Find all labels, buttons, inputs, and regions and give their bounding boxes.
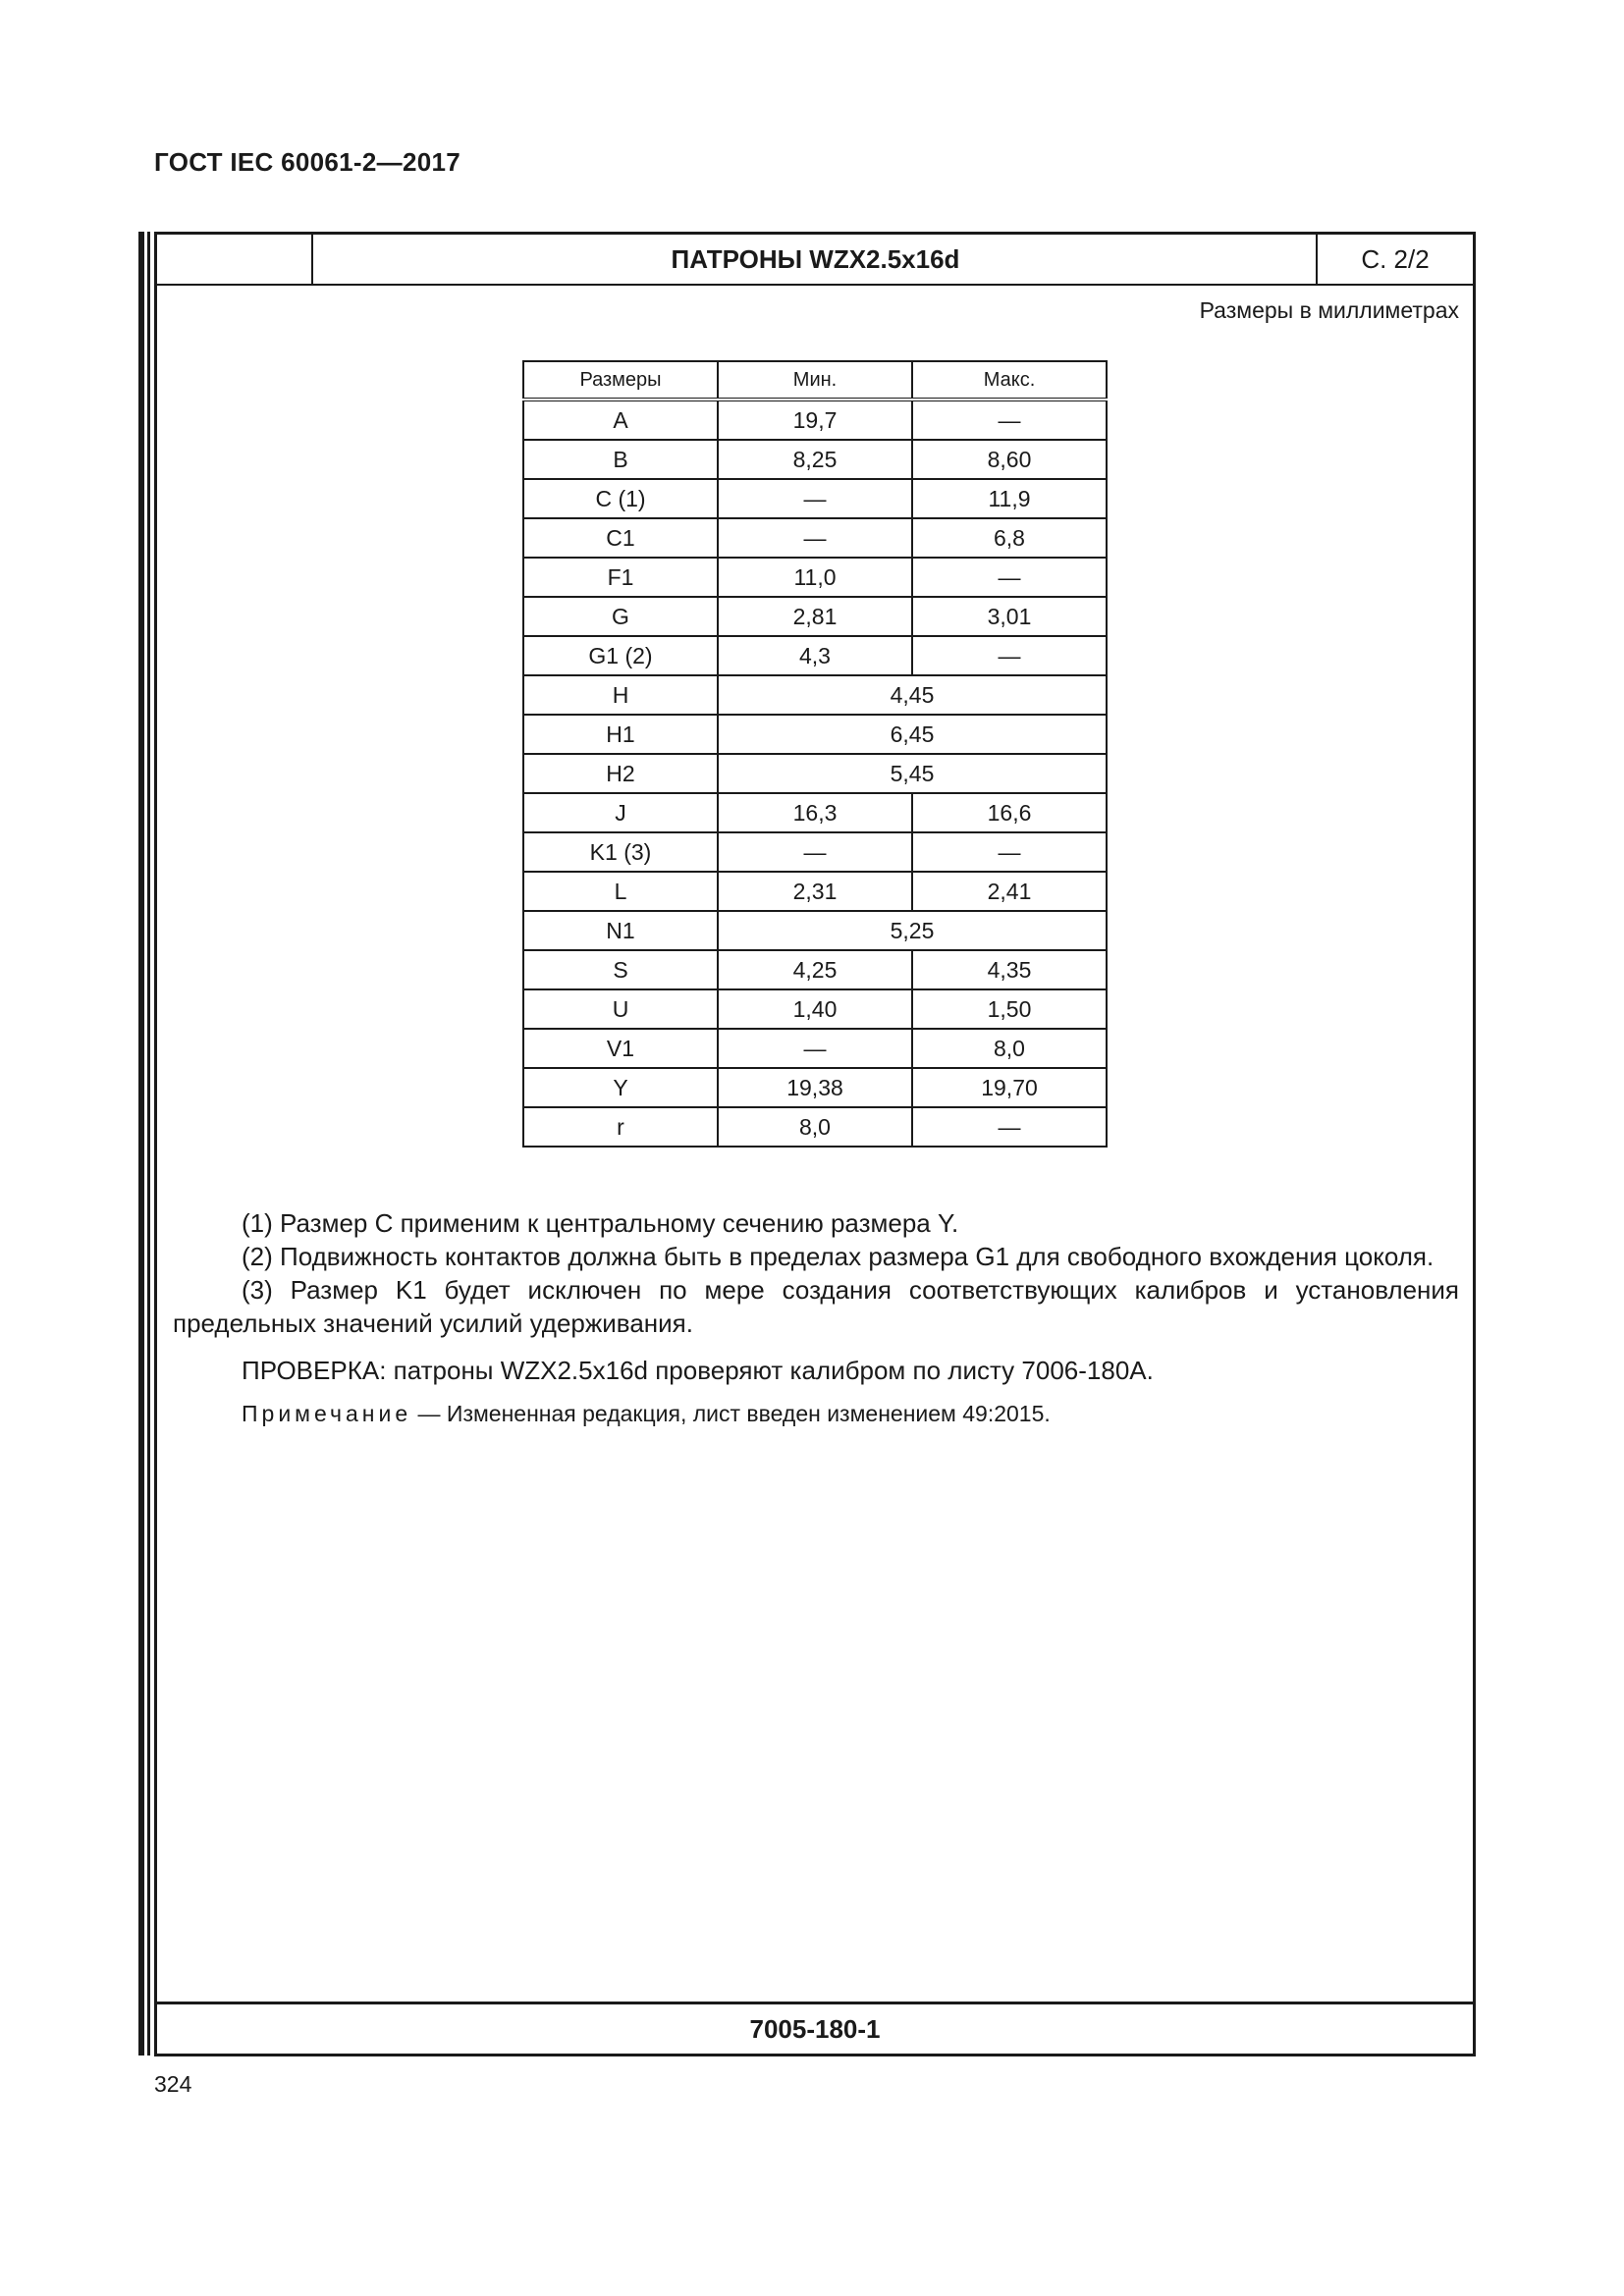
dimension-cell: H1: [523, 715, 718, 754]
dimension-cell: r: [523, 1107, 718, 1147]
table-row: [523, 1068, 1107, 1107]
min-value-cell: —: [718, 1029, 912, 1068]
nominal-value-cell: 4,45: [718, 675, 1107, 715]
notes-section: [173, 1206, 1459, 1430]
title-center-cell: [313, 235, 1472, 284]
max-value-cell: 11,9: [912, 479, 1107, 518]
nominal-value-cell: 5,25: [718, 911, 1107, 950]
remark: [173, 1397, 1459, 1430]
min-value-cell: 8,0: [718, 1107, 912, 1147]
min-value-cell: 19,38: [718, 1068, 912, 1107]
remark-label: Примечание: [242, 1401, 412, 1426]
min-value-cell: 4,25: [718, 950, 912, 989]
frame-bar-inner: [147, 232, 150, 2056]
min-value-cell: —: [718, 518, 912, 558]
min-value-cell: 16,3: [718, 793, 912, 832]
table-row: [523, 479, 1107, 518]
sheet-title: ПАТРОНЫ WZX2.5x16d: [671, 244, 960, 274]
max-value-cell: —: [912, 636, 1107, 675]
table-row: [523, 597, 1107, 636]
dimension-cell: L: [523, 872, 718, 911]
min-value-cell: 1,40: [718, 989, 912, 1029]
dimension-cell: U: [523, 989, 718, 1029]
sheet-frame: [154, 232, 1476, 2056]
max-value-cell: 3,01: [912, 597, 1107, 636]
nominal-value-cell: 5,45: [718, 754, 1107, 793]
dimension-cell: Y: [523, 1068, 718, 1107]
table-row: [523, 715, 1107, 754]
sheet-code: 7005-180-1: [749, 2014, 881, 2044]
min-value-cell: 4,3: [718, 636, 912, 675]
header-max: Макс.: [912, 361, 1107, 400]
note-3: (3) Размер K1 будет исключен по мере создания соответствующих калибров и установления предельных значений усилий удерживания.: [173, 1275, 1459, 1338]
table-header-row: [523, 361, 1107, 400]
dimension-cell: F1: [523, 558, 718, 597]
dimension-cell: H: [523, 675, 718, 715]
dimension-cell: C (1): [523, 479, 718, 518]
dimension-cell: G1 (2): [523, 636, 718, 675]
table-row: [523, 1029, 1107, 1068]
header-min: Мин.: [718, 361, 912, 400]
max-value-cell: 8,60: [912, 440, 1107, 479]
table-row: [523, 675, 1107, 715]
min-value-cell: 2,81: [718, 597, 912, 636]
table-row: [523, 1107, 1107, 1147]
table-row: [523, 558, 1107, 597]
max-value-cell: 16,6: [912, 793, 1107, 832]
max-value-cell: 6,8: [912, 518, 1107, 558]
document-header: ГОСТ IEC 60061-2—2017: [154, 147, 460, 177]
table-row: [523, 872, 1107, 911]
min-value-cell: 11,0: [718, 558, 912, 597]
note-2: (2) Подвижность контактов должна быть в пределах размера G1 для свободного вхождения цоколя.: [242, 1242, 1435, 1271]
title-left-cell: [157, 235, 313, 284]
max-value-cell: 1,50: [912, 989, 1107, 1029]
min-value-cell: 2,31: [718, 872, 912, 911]
dimension-cell: B: [523, 440, 718, 479]
header-dimensions: Размеры: [523, 361, 718, 400]
units-note: Размеры в миллиметрах: [1199, 297, 1459, 323]
page-number: 324: [154, 2071, 192, 2097]
dimensions-table: [522, 360, 1108, 1148]
table-row: [523, 832, 1107, 872]
dimension-cell: H2: [523, 754, 718, 793]
max-value-cell: —: [912, 400, 1107, 440]
max-value-cell: —: [912, 832, 1107, 872]
dimension-cell: K1 (3): [523, 832, 718, 872]
dimension-cell: S: [523, 950, 718, 989]
table-row: [523, 793, 1107, 832]
max-value-cell: 4,35: [912, 950, 1107, 989]
dimension-cell: G: [523, 597, 718, 636]
max-value-cell: 2,41: [912, 872, 1107, 911]
dimension-cell: N1: [523, 911, 718, 950]
min-value-cell: —: [718, 832, 912, 872]
nominal-value-cell: 6,45: [718, 715, 1107, 754]
table-row: [523, 440, 1107, 479]
dimensions-table-body: [523, 400, 1107, 1147]
table-row: [523, 754, 1107, 793]
sheet-page-cell: [1316, 235, 1473, 284]
min-value-cell: —: [718, 479, 912, 518]
note-1: (1) Размер C применим к центральному сечению размера Y.: [242, 1208, 959, 1238]
check-statement: ПРОВЕРКА: патроны WZX2.5x16d проверяют калибром по листу 7006-180A.: [242, 1356, 1154, 1385]
table-row: [523, 400, 1107, 440]
max-value-cell: —: [912, 558, 1107, 597]
max-value-cell: 19,70: [912, 1068, 1107, 1107]
frame-bar-outer: [138, 232, 144, 2056]
dimension-cell: C1: [523, 518, 718, 558]
dimension-cell: V1: [523, 1029, 718, 1068]
sheet-footer-row: [157, 2002, 1473, 2054]
sheet-title-row: [157, 235, 1473, 286]
table-row: [523, 950, 1107, 989]
min-value-cell: 8,25: [718, 440, 912, 479]
remark-text: — Измененная редакция, лист введен изменением 49:2015.: [417, 1401, 1051, 1426]
table-row: [523, 636, 1107, 675]
dimension-cell: J: [523, 793, 718, 832]
max-value-cell: —: [912, 1107, 1107, 1147]
max-value-cell: 8,0: [912, 1029, 1107, 1068]
min-value-cell: 19,7: [718, 400, 912, 440]
dimension-cell: A: [523, 400, 718, 440]
table-row: [523, 989, 1107, 1029]
table-row: [523, 518, 1107, 558]
table-row: [523, 911, 1107, 950]
sheet-page: С. 2/2: [1361, 244, 1430, 274]
